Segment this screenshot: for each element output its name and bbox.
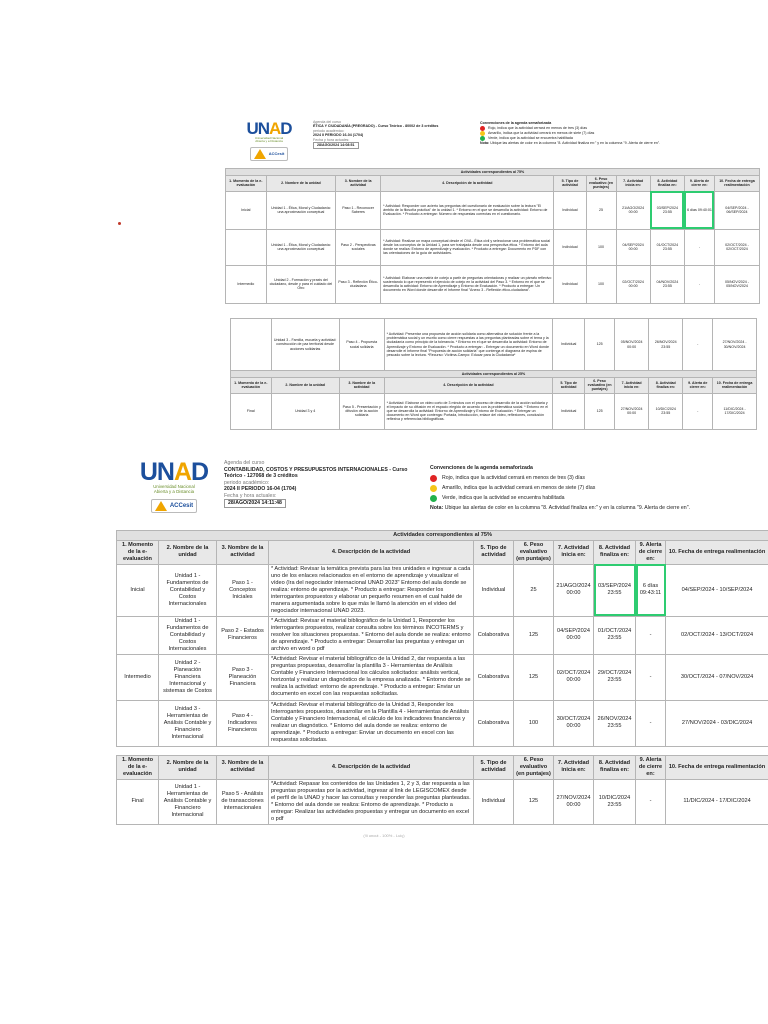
table-row: Intermedio Unidad 2 -Planeación Financiera Internacional y sistemas de Costos Paso 3 - Planeación Financiera *Actividad: Revisar el material bibliográfico de la Unidad 2, dar respuesta a las preguntas propuestas, desarrollar la plantilla 3 - Herramientas de Análisis Contable y Financiero Internacional los cálculos solicitados: análisis vertical, horizontal y realizar un diagnóstico de la empresa analizada. * Entorno donde se realiza la actividad: entorno de aprendizaje. * Producto a entregar: Enviar un documento en excel con las respuestas solicitadas. Colaborativa 125 02/OCT/2024 00:00 29/OCT/2024 23:55 - 30/OCT/2024 - 07/NOV/2024	[117, 654, 768, 700]
col-header: 2. Nombre de la unidad	[266, 176, 336, 191]
col-header: 8. Actividad finaliza en:	[594, 756, 636, 780]
col-header: 7. Actividad inicia en:	[554, 540, 594, 564]
col-header: 2. Nombre de la unidad	[159, 540, 217, 564]
col-header: 3. Nombre de la actividad	[336, 176, 381, 191]
col-header: 9. Alerta de cierre en:	[636, 540, 666, 564]
table-row: Intermedio Unidad 2 - Formación y praxis del ciudadano, desde y para el cuidado del Otro Paso 3 - Reflexión Ético-ciudadana * Actividad: Elaborar una matriz de cotejo a partir de preguntas orientadoras y realizar un párrafo reflexivo sustentando lo que representó el ejercicio de cotejo en la actividad del Paso 3. * Entorno en el que se desarrolla la actividad: Entorno de Aprendizaje y Entorno de Evaluación. * Producto a entregar: Un documento en Word donde desarrolle el Informe final "Anexo 3 - Reflexión ético-ciudadana". Individual 100 02/OCT/2024 00:00 04/NOV/2024 23:55 - 05/NOV/2024 - 05/NOV/2024	[226, 265, 760, 303]
ethics-agenda-top	[225, 118, 760, 316]
band-25: Actividades correspondientes al 25%	[231, 371, 757, 378]
col-header: 4. Descripción de la actividad	[381, 176, 554, 191]
col-header: 7. Actividad inicia en:	[554, 756, 594, 780]
unad-logo: UNAD Universidad Nacional Abierta y a Distancia ACCesit	[138, 460, 210, 513]
col-header: 1. Momento de la e-evaluación	[231, 378, 272, 393]
table-row: Unidad 1 - Ética, Moral y Ciudadanía: una aproximación conceptual Paso 2 - Perspectivas sociales * Actividad: Realizar un mapa conceptual desde el OVA - Ética civil y seleccionar una problemática social desde los conceptos de la Unidad 1, para ser trabajada desde una perspectiva ética. * Entorno del aula donde se realiza: Entorno de aprendizaje y evaluación. * Producto a entregar: Documento en PDF con las orientaciones de la guía de actividades. Individual 100 04/SEP/2024 00:00 01/OCT/2024 23:55 - 02/OCT/2024 - 02/OCT/2024	[226, 229, 760, 265]
conventions: Convenciones de la agenda semaforizada Rojo, indica que la actividad cerrará en menos de tres (3) días Amarillo, indica que la actividad cerrará en menos de siete (7) días Verde, indica que la actividad se encuentra habilitada Nota: Ubique las alertas de color en la columna "8. Actividad finaliza en:" y en la columna "9. Alerta de cierre en".	[430, 465, 690, 511]
closing-alert: 6 días 09:43:11	[636, 564, 666, 616]
col-header: 8. Actividad finaliza en:	[650, 176, 684, 191]
finish-date-highlight: 03/SEP/2024 23:55	[594, 564, 636, 616]
col-header: 10. Fecha de entrega realimentación	[713, 378, 757, 393]
col-header: 10. Fecha de entrega realimentación	[666, 756, 768, 780]
col-header: 6. Peso evaluativo (en puntajes)	[585, 378, 615, 393]
table-row: Unidad 1 - Fundamentos de Contabilidad y Costos Internacionales Paso 2 - Estados Financieros * Actividad: Revisar el material bibliográfico de la Unidad 1, Responder los interrogantes propuestos, realizar consulta sobre los términos INCOTERMS y resolver los situaciones propuestas. * Entorno del aula donde se realiza: entorno de aprendizaje. * Producto a entregar: Desarrollar las preguntas y entregar un archivo en word o pdf Colaborativa 125 04/SEP/2024 00:00 01/OCT/2024 23:55 - 02/OCT/2024 - 13/OCT/2024	[117, 616, 768, 654]
accounting-agenda-top	[116, 460, 768, 752]
table-row: Unidad 3 - Familia, escuela y actividad: construcción de paz territorial desde acciones solidarias Paso 4 - Propuesta social solidaria * Actividad: Presentar una propuesta de acción solidaria como alternativa de solución frente a la problemática social y un escrito como cierre respuestas a las preguntas planteadas sobre el tema y la ciudadanía como principio de la tolerancia. * Entorno en el que se desarrolla la actividad: Entorno de Aprendizaje y Entorno de Evaluación. * Producto a entregar: - Entregar un documento en Word donde desarrolle el Informe final "Propuesta de acción solidaria" que contenga el diagrama de espina de pescado sobre la lectura. *Recurso: Víctima-Campo: Educar para la Ciudadanía* Individual 125 05/NOV/2024 00:00 26/NOV/2024 23:55 - 27/NOV/2024 - 30/NOV/2024	[231, 319, 757, 371]
col-header: 2. Nombre de la unidad	[271, 378, 339, 393]
col-header: 4. Descripción de la actividad	[269, 756, 474, 780]
col-header: 5. Tipo de actividad	[474, 756, 514, 780]
col-header: 10. Fecha de entrega realimentación	[666, 540, 768, 564]
col-header: 3. Nombre de la actividad	[339, 378, 384, 393]
col-header: 4. Descripción de la actividad	[384, 378, 553, 393]
conventions: Convenciones de la agenda semaforizada Rojo, indica que la actividad cerrará en menos de tres (3) días Amarillo, indica que la actividad cerrará en menos de siete (7) días Verde, indica que la actividad se encuentra habilitada Nota: Ubique las alertas de color en la columna "8. Actividad finaliza en:" y en la columna "9. Alerta de cierre en".	[480, 121, 661, 145]
col-header: 2. Nombre de la unidad	[159, 756, 217, 780]
col-header: 5. Tipo de actividad	[553, 378, 585, 393]
activities-table-1	[225, 168, 760, 304]
col-header: 1. Momento de la e-evaluación	[117, 540, 159, 564]
unad-logo: UNAD Universidad Nacional Abierta y a Distancia ACCesit	[245, 120, 293, 161]
col-header: 5. Tipo de actividad	[474, 540, 514, 564]
col-header: 10. Fecha de entrega realimentación	[714, 176, 759, 191]
current-datetime: 28/AGO/2024 14:08:51	[313, 142, 359, 148]
accesit-icon	[155, 501, 167, 511]
band-75: Actividades correspondientes al 75%	[226, 169, 760, 176]
accesit-badge: ACCesit	[151, 499, 197, 513]
table-row: Unidad 3 - Herramientas de Análisis Contable y Financiero Internacional Paso 4 - Indicadores Financieros *Actividad: Revisar el material bibliográfico de la Unidad 3, Responder los Interrogantes propuestos, desarrollar en la Plantilla 4 - Herramientas de Análisis Contable y Financiero Internacional, el cálculo de los indicadores financieros y realizar un diagnóstico. * Entorno del aula donde se realiza: entorno de aprendizaje. * Producto a entregar: Enviar un documento en excel con las respuestas solicitadas. Colaborativa 100 30/OCT/2024 00:00 26/NOV/2024 23:55 - 27/NOV/2024 - 03/DIC/2024	[117, 700, 768, 746]
closing-alert: 6 días 09:40:01	[684, 191, 714, 229]
col-header: 9. Alerta de cierre en:	[683, 378, 713, 393]
accesit-badge: ACCesit	[250, 147, 289, 161]
col-header: 1. Momento de la e-evaluación	[117, 756, 159, 780]
col-header: 8. Actividad finaliza en:	[594, 540, 636, 564]
col-header: 5. Tipo de actividad	[554, 176, 586, 191]
course-info: Agenda del curso CONTABILIDAD, COSTOS Y PRESUPUESTOS INTERNACIONALES - Curso Teórico - 127068 de 3 créditos periodo académico: 2024 II PERIODO 16-04 (1704) Fecha y hora actuales: 28/AGO/2024 14:11:48	[224, 460, 408, 506]
yellow-indicator-icon	[430, 485, 437, 492]
current-datetime: 28/AGO/2024 14:11:48	[224, 499, 286, 508]
finish-date-highlight: 03/SEP/2024 23:55	[650, 191, 684, 229]
col-header: 3. Nombre de la actividad	[217, 756, 269, 780]
accounting-agenda-bottom	[116, 755, 768, 830]
col-header: 6. Peso evaluativo (en puntajes)	[586, 176, 616, 191]
col-header: 4. Descripción de la actividad	[269, 540, 474, 564]
activities-table-3	[116, 530, 768, 747]
table-row: Inicial Unidad 1 - Ética, Moral y Ciudadanía: una aproximación conceptual Paso 1 - Reconocer Saberes * Actividad: Responder con acierto las preguntas del cuestionario de evaluación sobre la lectura "El ámbito de la filosofía práctica" de la unidad 1. * Entorno en el que se desarrolla la actividad: Entorno de Evaluación. * Producto a entregar: Número de respuestas correctas en el cuestionario. Individual 25 21/AGO/2024 00:00 03/SEP/2024 23:55 6 días 09:40:01 04/SEP/2024 - 06/SEP/2024	[226, 191, 760, 229]
accesit-icon	[254, 149, 266, 159]
course-info: Agenda del curso ÉTICA Y CIUDADANÍA (PREGRADO) - Curso Teórico - 80002 de 3 créditos periodo académico: 2024 II PERIODO 16-04 (1704) Fecha y hora actuales: 28/AGO/2024 14:08:51	[313, 120, 439, 148]
col-header: 6. Peso evaluativo (en puntajes)	[514, 540, 554, 564]
green-indicator-icon	[430, 495, 437, 502]
table-row: Inicial Unidad 1 - Fundamentos de Contabilidad y Costos Internacionales Paso 1 - Conceptos Iniciales * Actividad: Revisar la temática prevista para las tres unidades e ingresar a cada uno de los enlaces relacionados en el entorno de aprendizaje y visualizar el vídeo (Ira del negociador internacional UNAD 2023" Entorno del aula donde se realiza: entorno de aprendizaje. * Producto a entregar: Responder los interrogantes propuestos y elaborar un pequeño resumen en el cual haldé de manera argumentada sobre lo que más le llamó la atención en el vídeo del negociador internacional UNAD 2023. Individual 25 21/AGO/2024 00:00 03/SEP/2024 23:55 6 días 09:43:11 04/SEP/2024 - 10/SEP/2024	[117, 564, 768, 616]
col-header: 9. Alerta de cierre en:	[684, 176, 714, 191]
col-header: 6. Peso evaluativo (en puntajes)	[514, 756, 554, 780]
col-header: 7. Actividad inicia en:	[615, 378, 649, 393]
table-row: Final Unidad 3 y 4 Paso 5 - Presentación y difusión de la acción solidaria * Actividad: Elaborar un video corto de 3 minutos con el proceso de desarrollo de la acción solidaria y el impacto de su difusión en el espacio elegido de acuerdo con la problemática social. * Entorno en el que se desarrolla la actividad: Entorno de Aprendizaje y Entorno de Evaluación. * Entregar un documento en Word que contenga: Portada, introducción, enlace del video, reflexiones, conclusión reflexiva y referencias bibliográficas. Individual 125 27/NOV/2024 00:00 10/DIC/2024 23:55 - 11/DIC/2024 - 17/DIC/2024	[231, 393, 757, 429]
stray-dot	[118, 222, 121, 225]
col-header: 8. Actividad finaliza en:	[649, 378, 683, 393]
band-75: Actividades correspondientes al 75%	[117, 531, 768, 541]
col-header: 3. Nombre de la actividad	[217, 540, 269, 564]
activities-table-4	[116, 755, 768, 825]
ethics-agenda-bottom	[230, 318, 757, 433]
col-header: 9. Alerta de cierre en:	[636, 756, 666, 780]
activities-table-2	[230, 318, 757, 430]
col-header: 7. Actividad inicia en:	[616, 176, 650, 191]
table-row: Final Unidad 1 - Herramientas de Análisis Contable y Financiero Internacional Paso 5 - Análisis de transacciones internacionales *Actividad: Repasar los contenidos de las Unidades 1, 2 y 3, dar respuesta a las preguntas propuestas por la actividad, ingresar al link de LEGISCOMEX desde el perfil de la UNAD y hacer las consultas y responder las preguntas planteadas. * Entorno del aula donde se realiza: Entorno de aprendizaje. * Producto a entregar: Realizar las actividades propuestas y entregar un documento en excel o pdf Individual 125 27/NOV/2024 00:00 10/DIC/2024 23:55 - 11/DIC/2024 - 17/DIC/2024	[117, 779, 768, 824]
page-marker: (!li uncut - 100% - Luiç)	[363, 833, 405, 838]
col-header: 1. Momento de la e-evaluación	[226, 176, 267, 191]
red-indicator-icon	[430, 475, 437, 482]
